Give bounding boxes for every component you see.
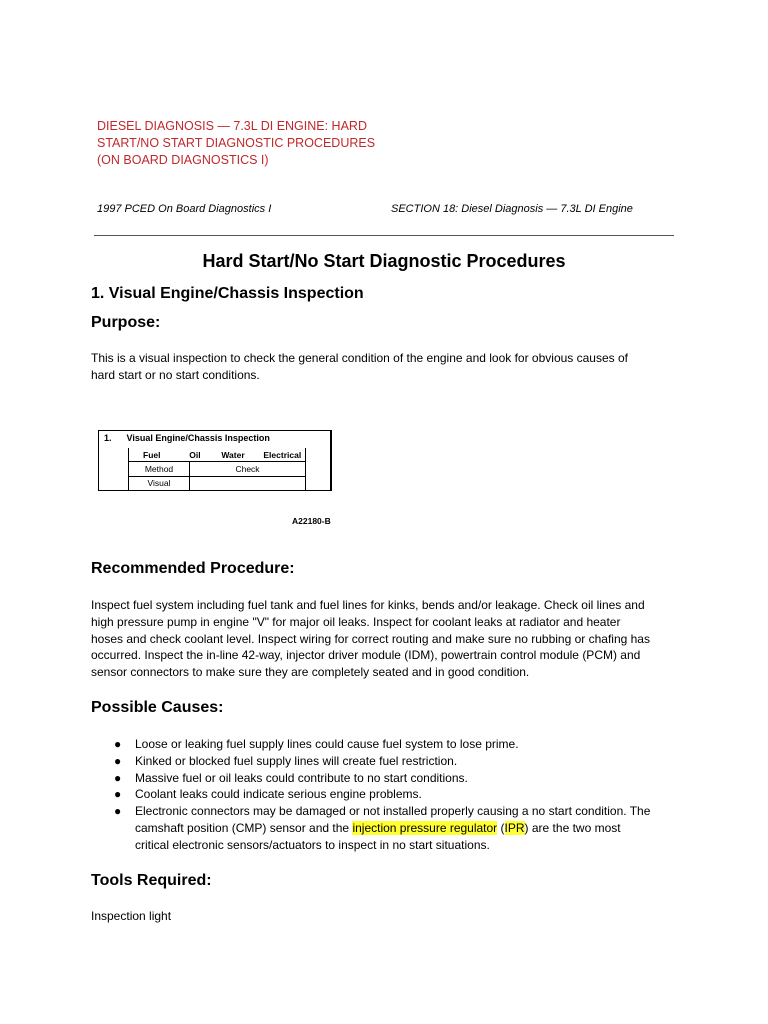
figure-visual-value xyxy=(190,476,306,490)
procedure-line: high pressure pump in engine "V" for major oil leaks. Inspect for coolant leaks at radiator and heater xyxy=(91,614,621,629)
figure-id: A22180-B xyxy=(292,516,331,526)
bullet-icon: ● xyxy=(114,787,122,802)
figure-method-label: Method xyxy=(129,462,190,476)
highlighted-term: injection pressure regulator xyxy=(352,820,498,835)
figure-caption: 1. Visual Engine/Chassis Inspection xyxy=(104,433,270,443)
section-heading: 1. Visual Engine/Chassis Inspection xyxy=(91,285,364,302)
causes-heading: Possible Causes: xyxy=(91,699,224,716)
figure-visual-label: Visual xyxy=(129,476,190,490)
procedure-line: occurred. Inspect the in-line 42-way, injector driver module (IDM), powertrain control module (PCM) and xyxy=(91,648,641,663)
bullet-icon: ● xyxy=(114,770,122,785)
list-item-text: Kinked or blocked fuel supply lines will create fuel restriction. xyxy=(135,753,458,768)
list-item xyxy=(110,786,700,803)
purpose-text xyxy=(91,350,681,384)
document-title-line: (ON BOARD DIAGNOSTICS I) xyxy=(97,153,269,167)
header-divider xyxy=(94,235,674,236)
list-item-text: Electronic connectors may be damaged or not installed properly causing a no start condition. The xyxy=(135,804,651,819)
document-title xyxy=(97,118,397,169)
figure-col-electrical: Electrical xyxy=(263,449,302,460)
figure-col-water: Water xyxy=(221,449,245,460)
bullet-icon: ● xyxy=(114,737,122,751)
purpose-line: hard start or no start conditions. xyxy=(91,367,260,382)
running-header-left: 1997 PCED On Board Diagnostics I xyxy=(97,203,272,215)
list-item-text: Massive fuel or oil leaks could contribute to no start conditions. xyxy=(135,770,468,785)
procedure-line: sensor connectors to make sure they are completely seated and in good condition. xyxy=(91,665,530,680)
tools-text: Inspection light xyxy=(91,909,172,923)
bullet-icon: ● xyxy=(114,804,122,819)
list-item-text: Loose or leaking fuel supply lines could cause fuel system to lose prime. xyxy=(135,737,519,751)
list-item xyxy=(110,770,700,787)
procedure-line: hoses and check coolant level. Inspect wiring for correct routing and make sure no rubbing or chafing has xyxy=(91,631,650,646)
purpose-line: This is a visual inspection to check the general condition of the engine and look for obvious causes of xyxy=(91,351,628,365)
figure-method-value: Check xyxy=(190,462,306,476)
figure-method-row xyxy=(129,462,306,476)
figure-header-cell xyxy=(129,448,306,462)
bullet-icon: ● xyxy=(114,753,122,768)
figure-visual-row xyxy=(129,476,306,490)
text-fragment: ( xyxy=(497,820,505,835)
list-item xyxy=(110,803,700,853)
figure-col-fuel: Fuel xyxy=(143,449,161,460)
document-title-line: START/NO START DIAGNOSTIC PROCEDURES xyxy=(97,136,376,150)
list-item-text xyxy=(135,820,700,837)
purpose-heading: Purpose: xyxy=(91,314,161,331)
list-item xyxy=(110,753,700,770)
list-item xyxy=(110,736,700,753)
figure-col-oil: Oil xyxy=(189,449,201,460)
highlighted-term: IPR xyxy=(504,820,525,835)
causes-list xyxy=(110,736,700,854)
procedure-heading: Recommended Procedure: xyxy=(91,560,295,577)
text-fragment: ) are the two most xyxy=(524,820,621,835)
page-title: Hard Start/No Start Diagnostic Procedures xyxy=(202,251,566,271)
text-fragment: camshaft position (CMP) sensor and the xyxy=(135,820,353,835)
list-item-text: critical electronic sensors/actuators to inspect in no start situations. xyxy=(135,837,490,852)
document-title-line: DIESEL DIAGNOSIS — 7.3L DI ENGINE: HARD xyxy=(97,119,367,133)
figure-table xyxy=(128,448,306,491)
running-header-right: SECTION 18: Diesel Diagnosis — 7.3L DI Engine xyxy=(391,203,633,215)
procedure-line: Inspect fuel system including fuel tank and fuel lines for kinks, bends and/or leakage. Check oil lines and xyxy=(91,598,645,612)
tools-heading: Tools Required: xyxy=(91,872,212,889)
procedure-text xyxy=(91,597,681,681)
list-item-text: Coolant leaks could indicate serious engine problems. xyxy=(135,787,422,802)
figure-header-row xyxy=(129,448,306,462)
